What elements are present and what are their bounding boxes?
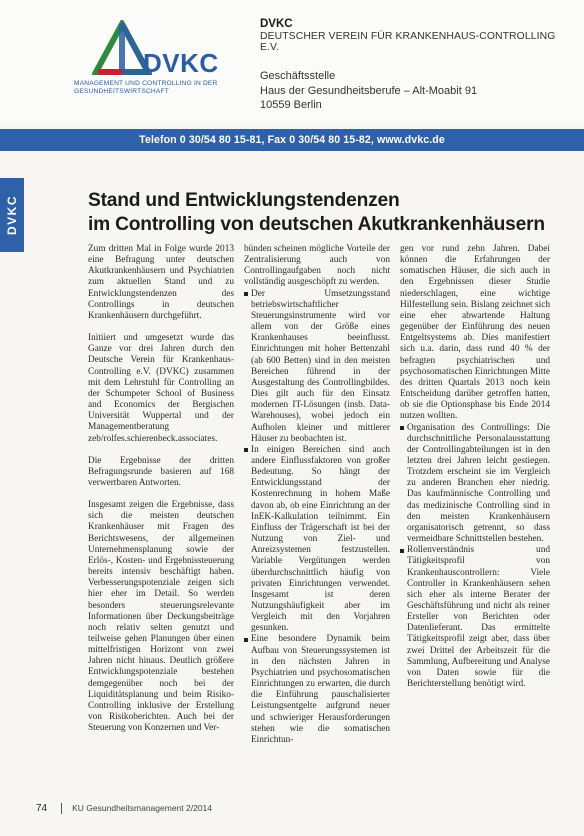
paragraph: Initiiert und umgesetzt wurde das Ganze vor drei Jahren durch den Deutsche Verein für Krankenhaus-Controlling e.V. (DVKC) zusammen mit dem Lehrstuhl für Controlling an der Schumpeter School of Business and Economics der Bergischen Universität Wuppertal und der Managementberatung zeb/rolfes.schierenbeck.associates.	[88, 333, 234, 444]
paragraph: bünden scheinen mögliche Vorteile der Zentralisierung auch von Controllingaufgaben noch nicht vollständig ausgeschöpft zu werden.	[244, 244, 390, 288]
paragraph: Insgesamt zeigen die Ergebnisse, dass sich die meisten deutschen Krankenhäuser mit Fragen des Berichtswesens, der allgemeinen Unternehmensplanung sowie der Erlös-, Kosten- und Ergebnissteuerung bereits intensiv beschäftigt haben. Verbesserungspotenziale zeigen sich hier eher im Detail. So werden besonders steuerungsrelevante Informationen über Deckungsbeiträge noch relativ selten genutzt und teilweise gehen Planungen über einen mittelfristigen Horizont von zwei Jahren nicht hinaus. Deutlich größere Entwicklungspotenziale bestehen demgegenüber noch bei der Liquiditätsplanung und beim Risiko-Controlling inklusive der Erstellung von Risikoberichten. Auch bei der Steuerung von Konzernen und Ver-	[88, 500, 234, 734]
paragraph: Zum dritten Mal in Folge wurde 2013 eine Befragung unter deutschen Akutkrankenhäusern und Psychiatrien zum aktuellen Stand und zu Entwicklungstendenzen des Controllings in deutschen Krankenhäusern durchgeführt.	[88, 244, 234, 321]
address-line-1: Haus der Gesundheitsberufe – Alt-Moabit 91	[260, 84, 478, 97]
list-item: Organisation des Controllings: Die durchschnittliche Personalausstattung der Controllingabteilungen ist in den letzten drei Jahren leicht gestiegen. Trotzdem erscheint sie im Vergleich zu anderen Branchen eher niedrig. Das kaufmännische Controlling und das medizinische Controlling sind in den meisten Krankenhäusern organisatorisch getrennt, so dass vermeidbare Schnittstellen bestehen.	[400, 423, 550, 546]
paragraph: gen vor rund zehn Jahren. Dabei können die Erfahrungen der somatischen Häuser, die sich auch in den Ergebnissen dieser Studie niederschlagen, eine wichtige Hilfestellung sein. Bislang zeichnet sich eine eher abwartende Haltung gegenüber der Einführung des neuen Entgeltsystems ab. Dies manifestiert sich u.a. darin, dass rund 40 % der befragten psychiatrischen und psychosomatischen Einrichtungen Mitte des dritten Quartals 2013 noch kein Entscheidung darüber getroffen hatten, ob sie die Optionsphase bis Ende 2014 nutzen wollten.	[400, 244, 550, 422]
bullet-list	[244, 289, 390, 746]
footer-divider	[61, 803, 62, 814]
address-block	[260, 69, 570, 113]
list-item: Eine besondere Dynamik beim Aufbau von Steuerungssystemen ist in den nächsten Jahren in Psychiatrien und psychosomatischen Einrichtungen zu erwarten, die durch die Einführung pauschalisierter Leistungsentgelte aufgrund neuer und schwieriger Herausforderungen stehen wie die somatischen Einrichtun-	[244, 634, 390, 746]
article-column-2	[244, 244, 390, 746]
journal-name: KU Gesundheitsmanagement 2/2014	[72, 803, 212, 813]
list-item: In einigen Bereichen sind auch andere Einflussfaktoren von großer Bedeutung. So hängt der Entwicklungsstand der Kostenrechnung in hohem Maße davon ab, ob eine Einrichtung an der InEK-Kalkulation teilnimmt. Ein Einfluss der Trägerschaft ist bei der Nutzung von Ziel- und Anreizsystemen festzustellen. Variable Vergütungen werden überdurchschnittlich häufig von privaten Einrichtungen verwendet. Insgesamt ist deren Nutzungshäufigkeit aber im Vergleich mit den Vorjahren gesunken.	[244, 445, 390, 635]
contact-bar: Telefon 0 30/54 80 15-81, Fax 0 30/54 80 15-82, www.dvkc.de	[0, 129, 584, 151]
page-footer	[36, 803, 556, 814]
logo-wordmark: DVKC	[143, 48, 219, 78]
title-line-1: Stand und Entwicklungstendenzen	[88, 190, 400, 211]
list-item: Rollenverständnis und Tätigkeitsprofil von Krankenhauscontrollern: Viele Controller in Krankenhäusern sehen sich eher als interne Berater der Geschäftsführung und nicht als reiner Ersteller von Berichten oder Datenlieferant. Das ermittelte Tätigkeitsprofil zeigt aber, dass über zwei Drittel der Arbeitszeit für die Sammlung, Aufbereitung und Analyse von Daten sowie für die Berichterstellung benötigt wird.	[400, 545, 550, 690]
address-line-2: 10559 Berlin	[260, 99, 322, 111]
article-column-1	[88, 244, 234, 745]
org-short-name: DVKC	[260, 18, 293, 30]
article-column-3	[400, 244, 550, 690]
org-full-name: DEUTSCHER VEREIN FÜR KRANKENHAUS-CONTROLLING E.V.	[260, 31, 556, 53]
page-header	[0, 0, 584, 125]
paragraph: Die Ergebnisse der dritten Befragungsrunde basieren auf 168 verwertbaren Antworten.	[88, 455, 234, 488]
article-title	[88, 189, 568, 237]
office-label: Geschäftsstelle	[260, 70, 336, 82]
title-line-2: im Controlling von deutschen Akutkrankenhäusern	[88, 214, 545, 235]
side-tab-label: DVKC	[5, 194, 19, 236]
bullet-list	[400, 423, 550, 691]
org-info	[260, 18, 570, 113]
list-item: Der Umsetzungsstand betriebswirtschaftlicher Steuerungsinstrumente wird vor allem von der Größe eines Krankenhauses beeinflusst. Einrichtungen mit hoher Bettenzahl (ab 600 Betten) sind in den meisten Bereichen führend in der Ausgestaltung des Controllingbildes. Dies gilt auch für den Einsatz modernen IT-Lösungen (insb. Data-Warehouses), wobei jedoch ein Aufholen kleiner und mittlerer Häuser zu beobachten ist.	[244, 289, 390, 445]
side-tab	[0, 178, 24, 252]
page-number: 74	[36, 803, 48, 814]
logo-subtitle: MANAGEMENT UND CONTROLLING IN DER GESUNDHEITSWIRTSCHAFT	[74, 80, 218, 96]
